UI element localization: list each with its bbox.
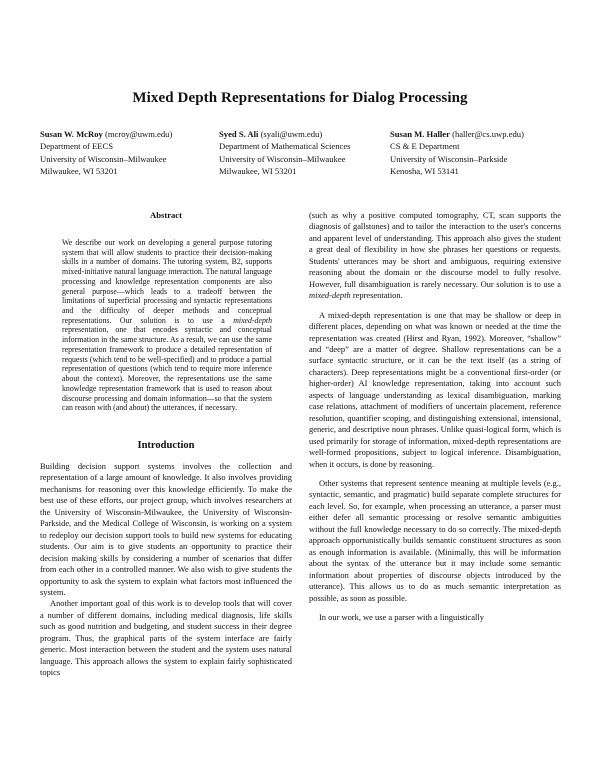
author-name: Susan M. Haller — [390, 129, 450, 139]
abstract-heading: Abstract — [150, 210, 182, 220]
author-affiliation: Department of EECS — [40, 141, 114, 152]
paragraph: Building decision support systems involves the collection and representation of a large amount of knowledge. It also involves providing mechanisms for reasoning over this knowledge efficiently. To make the best use of these efforts, our project group, which involves researchers at the University of Wisconsin-Milwaukee, the University of Wisconsin-Parkside, and the Medical College of Wisconsin, is working on a system to redeploy our decision support tools to build new systems for educating students. Our aim is to give students an opportunity to practice their decision making skills by considering a number of scenarios that differ from each other in a controlled manner. We also wish to give students the opportunity to ask the system to explain what factors most influenced the system. — [40, 461, 292, 597]
author-block-1 — [40, 128, 220, 178]
author-email: (mcroy@uwm.edu) — [104, 129, 173, 139]
paper-title: Mixed Depth Representations for Dialog Processing — [132, 90, 468, 106]
author-affiliation: University of Wisconsin–Milwaukee — [219, 153, 346, 164]
introduction-body — [40, 461, 292, 679]
author-name: Syed S. Ali — [219, 129, 259, 139]
author-block-2 — [219, 128, 389, 178]
right-column — [309, 210, 561, 623]
author-name: Susan W. McRoy — [40, 129, 103, 139]
emphasis: mixed-depth — [233, 315, 272, 325]
author-affiliation: Milwaukee, WI 53201 — [40, 166, 118, 177]
paragraph: A mixed-depth representation is one that may be shallow or deep in different places, depending on what was known or needed at the time the representation was created (Hirst and Ryan, 1992). Moreover, “shallow” and “deep” are a matter of degree. Shallow representations can be a surface syntactic structure, or it can be the text itself (as a string of characters). Deep representations might be a conventional first-order (or higher-order) AI knowledge representation, taking into account such aspects of language understanding as lexical disambiguation, marking case relations, attachment of modifiers of uncertain placement, reference resolution, quantifier scoping, and distinguishing extensional, intensional, generic, and descriptive noun phrases. Unlike quasi-logical form, which is used primarily for storage of information, mixed-depth representations are well-formed propositions, subject to logical inference. Disambiguation, when it occurs, is done by reasoning. — [309, 309, 561, 469]
author-affiliation: CS & E Department — [390, 141, 460, 152]
paragraph: (such as why a positive computed tomography, CT, scan supports the diagnosis of gallstones) and to tailor the interaction to the user's concerns and apparent level of understanding. This approach also gives the student a great deal of flexibility in how she phrases her questions or requests. Students' utterances may be short and ambiguous, requiring extensive reasoning about the domain or the discourse model to fully resolve. However, full disambiguation is rarely necessary. Our solution is to use a mixed-depth representation. — [309, 210, 561, 301]
author-affiliation: Milwaukee, WI 53201 — [219, 166, 297, 177]
emphasis: mixed-depth — [309, 290, 351, 301]
author-affiliation: University of Wisconsin–Parkside — [390, 153, 508, 164]
author-affiliation: Department of Mathematical Sciences — [219, 141, 351, 152]
introduction-heading: Introduction — [137, 440, 195, 451]
abstract-text: We describe our work on developing a general purpose tutoring system that will allow students to practice their decision-making skills in a number of domains. The tutoring system, B2, supports mixed-initiative natural language interaction. The natural language processing and knowledge representation components are also general purpose—which leads to a tradeoff between the limitations of superficial processing and syntactic representations and the difficulty of deeper methods and conceptual representations. Our solution is to use a mixed-depth representation, one that encodes syntactic and conceptual information in the same structure. As a result, we can use the same representation framework to produce a detailed representation of requests (which tend to be well-specified) and to produce a partial representation of questions (which tend to require more inference about the context). Moreover, the representations use the same knowledge representation framework that is used to reason about discourse processing and domain information—so that the system can reason with (and about) the utterances, if necessary. — [62, 238, 272, 413]
paragraph: Other systems that represent sentence meaning at multiple levels (e.g., syntactic, semantic, and pragmatic) build separate complete structures for each level. So, for example, when processing an utterance, a parser must either defer all semantic processing or resolve semantic ambiguities without the full knowledge necessary to do so correctly. The mixed-depth approach opportunistically builds semantic constituent structures as soon as enough information is available. (Minimally, this will be information about the syntax of the utterance but it may include some semantic information about properties of discourse objects introduced by the utterance). This allows us to do as much semantic interpretation as possible, as soon as possible. — [309, 477, 561, 603]
paragraph: Another important goal of this work is to develop tools that will cover a number of different domains, including medical diagnosis, life skills such as good nutrition and budgeting, and student success in their degree program. Thus, the graphical parts of the system interface are fairly generic. Most interaction between the student and the system uses natural language. This approach allows the system to explain fairly sophisticated topics — [40, 598, 292, 678]
author-block-3 — [390, 128, 590, 178]
author-email: (syali@uwm.edu) — [260, 129, 323, 139]
author-email: (haller@cs.uwp.edu) — [452, 129, 524, 139]
author-affiliation: Kenosha, WI 53141 — [390, 166, 459, 177]
paragraph: In our work, we use a parser with a linguistically — [319, 611, 484, 622]
author-affiliation: University of Wisconsin–Milwaukee — [40, 153, 167, 164]
